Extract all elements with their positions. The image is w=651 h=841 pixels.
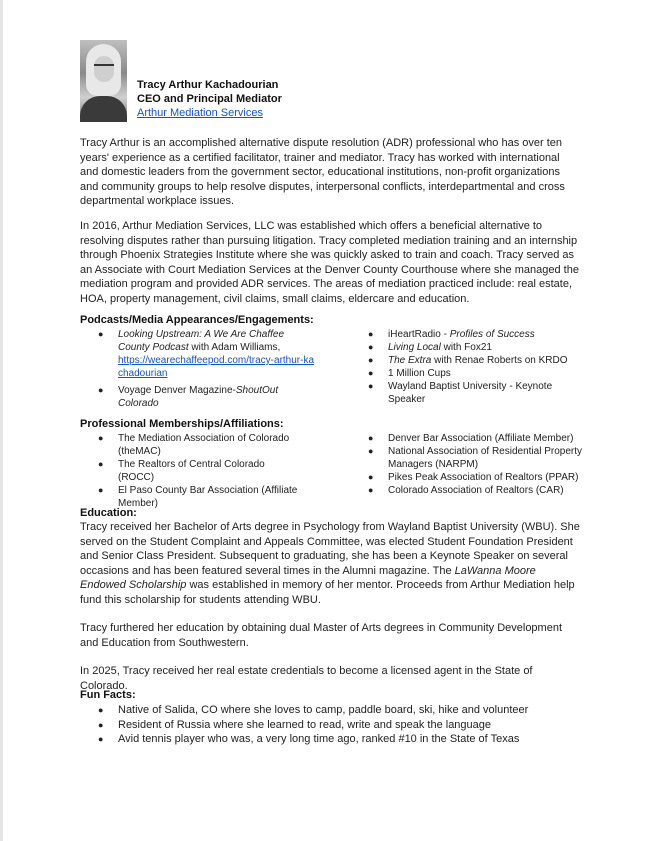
list-item: ● El Paso County Bar Association (Affiliate Member) <box>98 485 298 509</box>
list-item: ● Voyage Denver Magazine-ShoutOut Colorado <box>98 385 279 409</box>
profile-name: Tracy Arthur Kachadourian <box>137 79 279 91</box>
profile-photo <box>80 40 127 122</box>
list-item: ● National Association of Residential Property Managers (NARPM) <box>368 446 582 470</box>
education-paragraph-2: Tracy furthered her education by obtaining dual Master of Arts degrees in Community Development and Education from Southwestern. <box>80 622 563 649</box>
list-item: ● Resident of Russia where she learned to read, write and speak the language <box>98 718 492 731</box>
list-item: ● Denver Bar Association (Affiliate Member) <box>368 433 574 444</box>
list-item: ● Wayland Baptist University - Keynote Speaker <box>368 381 553 405</box>
profile-info <box>137 78 282 120</box>
education-paragraph-3: In 2025, Tracy received her real estate credentials to become a licensed agent in the State of Colorado. <box>80 665 533 692</box>
list-item: ● Pikes Peak Association of Realtors (PPAR) <box>368 472 579 483</box>
podcasts-left-list <box>98 328 318 410</box>
memberships-left-list <box>98 432 298 510</box>
company-link[interactable]: Arthur Mediation Services <box>137 107 263 119</box>
podcasts-heading: Podcasts/Media Appearances/Engagements: <box>80 314 314 326</box>
list-item: ● Looking Upstream: A We Are Chaffee County Podcast with Adam Williams, https://wearechaffeepod.com/tracy-arthur-kachadourian <box>98 329 315 379</box>
list-item: ● 1 Million Cups <box>368 368 451 379</box>
intro-paragraph-2: In 2016, Arthur Mediation Services, LLC was established which offers a beneficial alternative to resolving disputes rather than pursuing litigation. Tracy completed mediation training and an internship through Phoenix Strategies Institute where she was quickly asked to train and coach. Tracy served as an Associate with Court Mediation Services at the Denver County Courthouse where she managed the mediation program and provided ADR services. The areas of mediation practiced include: real estate, HOA, property management, civil claims, small claims, eldercare and education. <box>80 220 579 305</box>
intro-paragraph-1: Tracy Arthur is an accomplished alternative dispute resolution (ADR) professional who has over ten years' experience as a certified facilitator, trainer and mediator. Tracy has worked with international and domestic leaders from the government sector, educational institutions, non-profit organizations and community groups to help resolve disputes, interpersonal conflicts, interdepartmental and cross departmental workplace issues. <box>80 137 565 207</box>
education-paragraph-1: Tracy received her Bachelor of Arts degree in Psychology from Wayland Baptist University (WBU). She served on the Student Complaint and Appeals Committee, was elected Student Foundation President and Senior Class President. Subsequent to graduating, she has been a Keynote Speaker on several occasions and has been featured several times in the Alumni magazine. The LaWanna Moore Endowed Scholarship was established in memory of her mentor. Proceeds from Arthur Mediation help fund this scholarship for students attending WBU. <box>80 521 580 606</box>
memberships-right-list <box>368 432 583 497</box>
fun-facts-heading: Fun Facts: <box>80 689 136 701</box>
list-item: ● Native of Salida, CO where she loves to camp, paddle board, ski, hike and volunteer <box>98 704 529 716</box>
list-item: ● Colorado Association of Realtors (CAR) <box>368 485 564 496</box>
list-item: ● The Extra with Renae Roberts on KRDO <box>368 355 568 366</box>
fun-facts-list <box>98 703 528 747</box>
profile-title: CEO and Principal Mediator <box>137 93 282 105</box>
list-item: ● iHeartRadio - Profiles of Success <box>368 329 535 340</box>
podcast-link[interactable]: https://wearechaffeepod.com/tracy-arthur-kachadourian <box>118 355 315 379</box>
list-item: ● The Realtors of Central Colorado (ROCC) <box>98 459 265 483</box>
list-item: ● Living Local with Fox21 <box>368 342 492 353</box>
education-heading: Education: <box>80 507 137 519</box>
podcasts-right-list <box>368 328 578 406</box>
list-item: ● The Mediation Association of Colorado (theMAC) <box>98 433 290 457</box>
list-item: ● Avid tennis player who was, a very long time ago, ranked #10 in the State of Texas <box>98 733 520 745</box>
memberships-heading: Professional Memberships/Affiliations: <box>80 418 284 430</box>
page-edge <box>0 0 3 841</box>
